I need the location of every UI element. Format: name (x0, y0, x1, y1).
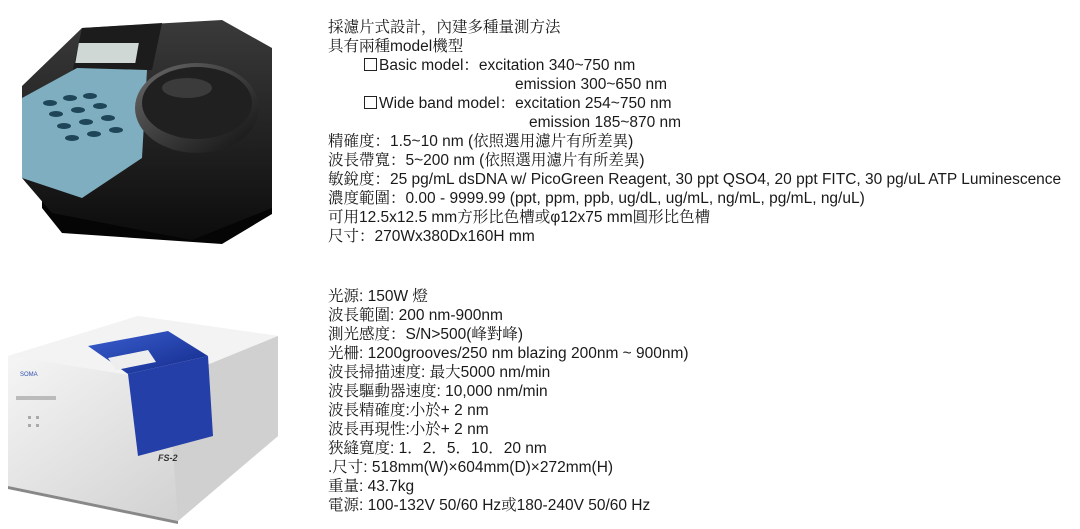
fluorometer-image (22, 8, 280, 246)
spec-line: 波長範圍: 200 nm-900nm (328, 307, 503, 324)
spec-line: 光柵: 1200grooves/250 nm blazing 200nm ~ 900nm) (328, 345, 689, 362)
cuvette-line: 可用12.5x12.5 mm方形比色槽或φ12x75 mm圓形比色槽 (328, 209, 711, 226)
spec-line: 光源: 150W 燈 (328, 288, 428, 305)
basic-emission-line: emission 300~650 nm (515, 76, 668, 93)
spectrofluorometer-specs (328, 287, 1068, 515)
spec-line: 波長驅動器速度: 10,000 nm/min (328, 383, 548, 400)
spectrofluorometer-image (8, 286, 282, 524)
concentration-line: 濃度範圍：0.00 - 9999.99 (ppt, ppm, ppb, ug/dL, ug/mL, ng/mL, pg/mL, ng/uL) (328, 190, 865, 207)
checkbox-icon (364, 96, 377, 109)
fluorometer-specs (328, 18, 1068, 246)
spec-line: 狹縫寬度: 1．2．5．10．20 nm (328, 440, 547, 457)
size-line: 尺寸：270Wx380Dx160H mm (328, 228, 535, 245)
spec-line: 波長掃描速度: 最大5000 nm/min (328, 364, 551, 381)
wide-emission-line: emission 185~870 nm (529, 114, 682, 131)
basic-model-line: Basic model：excitation 340~750 nm (328, 56, 1068, 75)
spec-line: 採濾片式設計，內建多種量測方法 (328, 19, 561, 36)
spec-line: 波長再現性:小於+ 2 nm (328, 421, 489, 438)
model-label: FS-2 (158, 453, 178, 463)
precision-line: 精確度：1.5~10 nm (依照選用濾片有所差異) (328, 133, 634, 150)
spec-line: 具有兩種model機型 (328, 38, 464, 55)
bandwidth-line: 波長帶寬：5~200 nm (依照選用濾片有所差異) (328, 152, 645, 169)
spec-line: 波長精確度:小於+ 2 nm (328, 402, 489, 419)
spec-line: .尺寸: 518mm(W)×604mm(D)×272mm(H) (328, 459, 614, 476)
spec-line: 重量: 43.7kg (328, 478, 415, 495)
brand-label: SOMA (20, 372, 38, 378)
wide-model-line: Wide band model：excitation 254~750 nm (328, 94, 1068, 113)
spec-line: 測光感度：S/N>500(峰對峰) (328, 326, 524, 343)
spec-line: 電源: 100-132V 50/60 Hz或180-240V 50/60 Hz (328, 497, 651, 514)
checkbox-icon (364, 58, 377, 71)
sensitivity-line: 敏銳度：25 pg/mL dsDNA w/ PicoGreen Reagent, 30 ppt QSO4, 20 ppt FITC, 30 pg/uL ATP Luminescence (328, 171, 1062, 188)
